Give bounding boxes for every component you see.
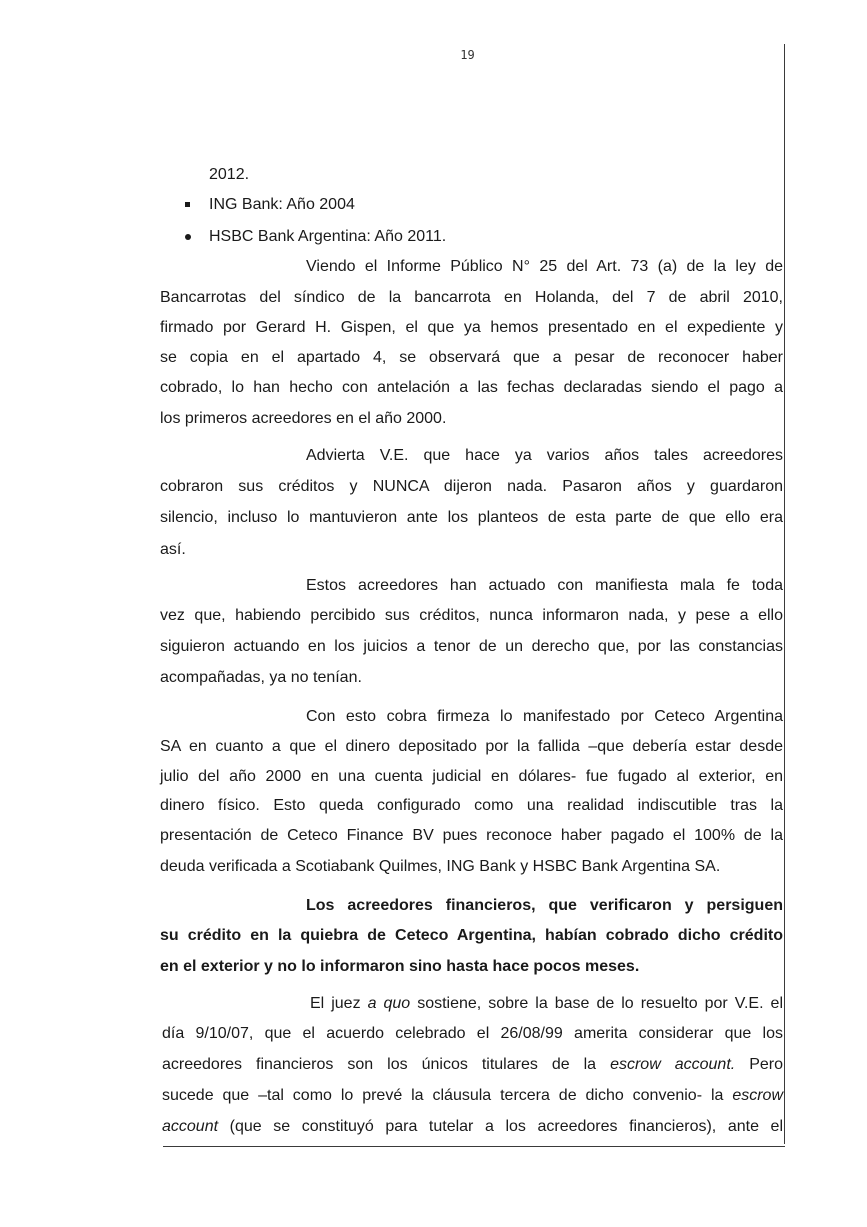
paragraph-line: se copia en el apartado 4, se observará que a pesar de reconocer haber bbox=[160, 349, 783, 366]
italic-text-run: escrow account. bbox=[610, 1056, 736, 1073]
paragraph-line: siguieron actuando en los juicios a tenor de un derecho que, por las constancias bbox=[160, 638, 783, 655]
paragraph-line: acompañadas, ya no tenían. bbox=[160, 669, 362, 686]
paragraph-line: presentación de Ceteco Finance BV pues reconoce haber pagado el 100% de la bbox=[160, 827, 783, 844]
paragraph-line: día 9/10/07, que el acuerdo celebrado el 26/08/99 amerita considerar que los bbox=[162, 1025, 783, 1042]
paragraph-line: Estos acreedores han actuado con manifiesta mala fe toda bbox=[306, 577, 783, 594]
paragraph-line: firmado por Gerard H. Gispen, el que ya hemos presentado en el expediente y bbox=[160, 319, 783, 336]
paragraph-line: deuda verificada a Scotiabank Quilmes, ING Bank y HSBC Bank Argentina SA. bbox=[160, 858, 721, 875]
text-run: (que se constituyó para tutelar a los acreedores financieros), ante el bbox=[218, 1118, 783, 1135]
paragraph-line bbox=[310, 994, 783, 1014]
list-item bbox=[183, 227, 446, 247]
paragraph-line: dinero físico. Esto queda configurado como una realidad indiscutible tras la bbox=[160, 797, 783, 814]
bold-paragraph-line: en el exterior y no lo informaron sino hasta hace pocos meses. bbox=[160, 958, 640, 975]
text-run: Pero bbox=[735, 1056, 783, 1073]
page-number: 19 bbox=[460, 48, 475, 62]
text-run: El juez bbox=[310, 995, 368, 1012]
paragraph-line bbox=[162, 1086, 783, 1106]
list-item bbox=[183, 195, 355, 215]
bottom-margin-rule bbox=[163, 1146, 785, 1147]
paragraph-line: Con esto cobra firmeza lo manifestado por Ceteco Argentina bbox=[306, 708, 783, 725]
paragraph-line: los primeros acreedores en el año 2000. bbox=[160, 410, 447, 427]
continuation-year: 2012. bbox=[209, 166, 250, 183]
paragraph-line: vez que, habiendo percibido sus créditos, nunca informaron nada, y pese a ello bbox=[160, 607, 783, 624]
paragraph-line: así. bbox=[160, 541, 186, 558]
right-margin-rule bbox=[784, 44, 785, 1144]
italic-text-run: a quo bbox=[367, 995, 411, 1012]
list-item-text: HSBC Bank Argentina: Año 2011. bbox=[209, 228, 447, 245]
text-run: sucede que –tal como lo prevé la cláusula tercera de dicho convenio- la bbox=[162, 1087, 733, 1104]
list-item-text: ING Bank: Año 2004 bbox=[209, 196, 355, 213]
paragraph-line: Bancarrotas del síndico de la bancarrota en Holanda, del 7 de abril 2010, bbox=[160, 289, 783, 306]
paragraph-line: SA en cuanto a que el dinero depositado por la fallida –que debería estar desde bbox=[160, 738, 783, 755]
paragraph-line: Advierta V.E. que hace ya varios años tales acreedores bbox=[306, 447, 783, 464]
text-run: sostiene, sobre la base de lo resuelto por V.E. el bbox=[410, 995, 783, 1012]
paragraph-line: cobrado, lo han hecho con antelación a las fechas declaradas siendo el pago a bbox=[160, 379, 783, 396]
bold-paragraph-line: Los acreedores financieros, que verificaron y persiguen bbox=[306, 897, 783, 914]
round-bullet-icon bbox=[185, 234, 191, 240]
square-bullet-icon bbox=[185, 202, 190, 207]
paragraph-line bbox=[162, 1117, 783, 1137]
bold-paragraph-line: su crédito en la quiebra de Ceteco Argentina, habían cobrado dicho crédito bbox=[160, 927, 783, 944]
italic-text-run: escrow bbox=[732, 1087, 783, 1104]
paragraph-line: julio del año 2000 en una cuenta judicial en dólares- fue fugado al exterior, en bbox=[160, 768, 783, 785]
paragraph-line: cobraron sus créditos y NUNCA dijeron nada. Pasaron años y guardaron bbox=[160, 478, 783, 495]
italic-text-run: account bbox=[162, 1118, 219, 1135]
text-run: acreedores financieros son los únicos titulares de la bbox=[162, 1056, 611, 1073]
paragraph-line: Viendo el Informe Público N° 25 del Art. 73 (a) de la ley de bbox=[306, 258, 783, 275]
paragraph-line: silencio, incluso lo mantuvieron ante los planteos de esta parte de que ello era bbox=[160, 509, 783, 526]
paragraph-line bbox=[162, 1055, 783, 1075]
